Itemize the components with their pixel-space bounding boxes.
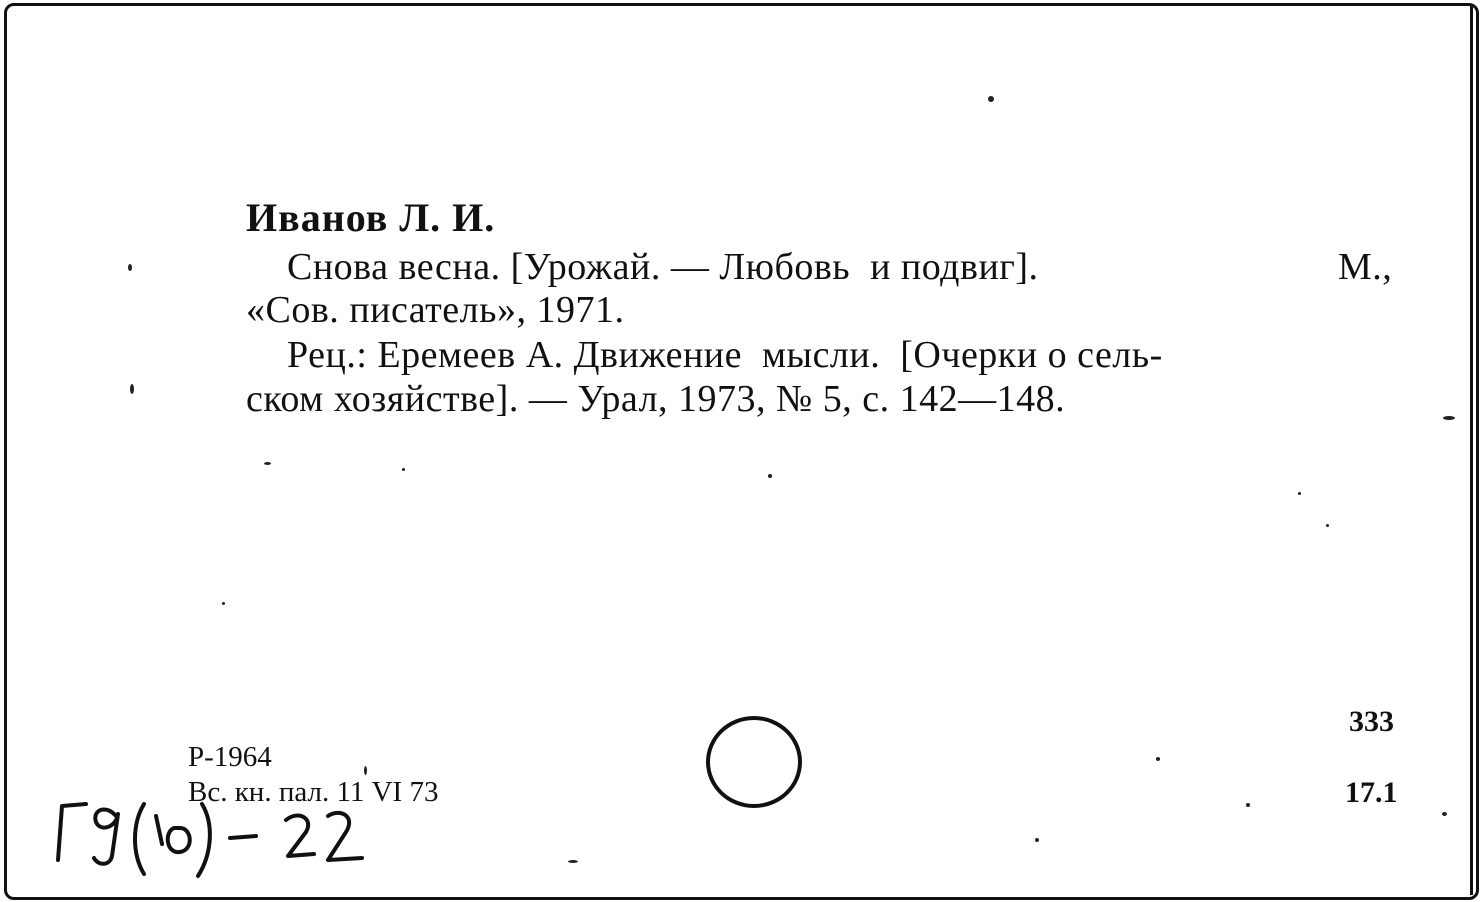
scan-speck <box>568 860 578 863</box>
author-heading: Иванов Л. И. <box>246 195 496 240</box>
scan-speck <box>1035 838 1039 842</box>
scan-speck <box>1442 812 1447 816</box>
scan-speck <box>1443 416 1455 420</box>
title-line: Снова весна. [Урожай. — Любовь и подвиг]. <box>287 246 1039 288</box>
scan-speck <box>402 468 405 471</box>
card-edge-shadow <box>1470 6 1473 895</box>
scan-speck <box>768 474 772 478</box>
scan-speck <box>1298 492 1301 495</box>
scan-speck <box>988 96 994 102</box>
card-number-top: 333 <box>1349 705 1394 738</box>
publisher-line: «Сов. писатель», 1971. <box>246 289 625 331</box>
scan-speck <box>264 462 271 465</box>
scan-speck <box>1326 524 1329 527</box>
scan-speck <box>1246 803 1250 807</box>
chamber-stamp-line: Вс. кн. пал. 11 VI 73 <box>188 776 439 808</box>
punch-hole <box>706 716 802 808</box>
scan-speck <box>222 602 225 605</box>
review-line-2: ском хозяйстве]. — Урал, 1973, № 5, с. 142—148. <box>246 378 1066 420</box>
scan-speck <box>128 264 132 271</box>
scan-speck <box>1156 757 1160 761</box>
publisher-city: М., <box>1338 246 1393 288</box>
handwritten-call-number <box>52 794 412 884</box>
card-number-bottom: 17.1 <box>1345 776 1398 809</box>
scan-speck <box>364 766 367 775</box>
shelf-code: Р-1964 <box>188 741 272 773</box>
review-line-1: Рец.: Еремеев А. Движение мысли. [Очерки о сель- <box>287 334 1163 376</box>
scan-speck <box>130 384 134 394</box>
